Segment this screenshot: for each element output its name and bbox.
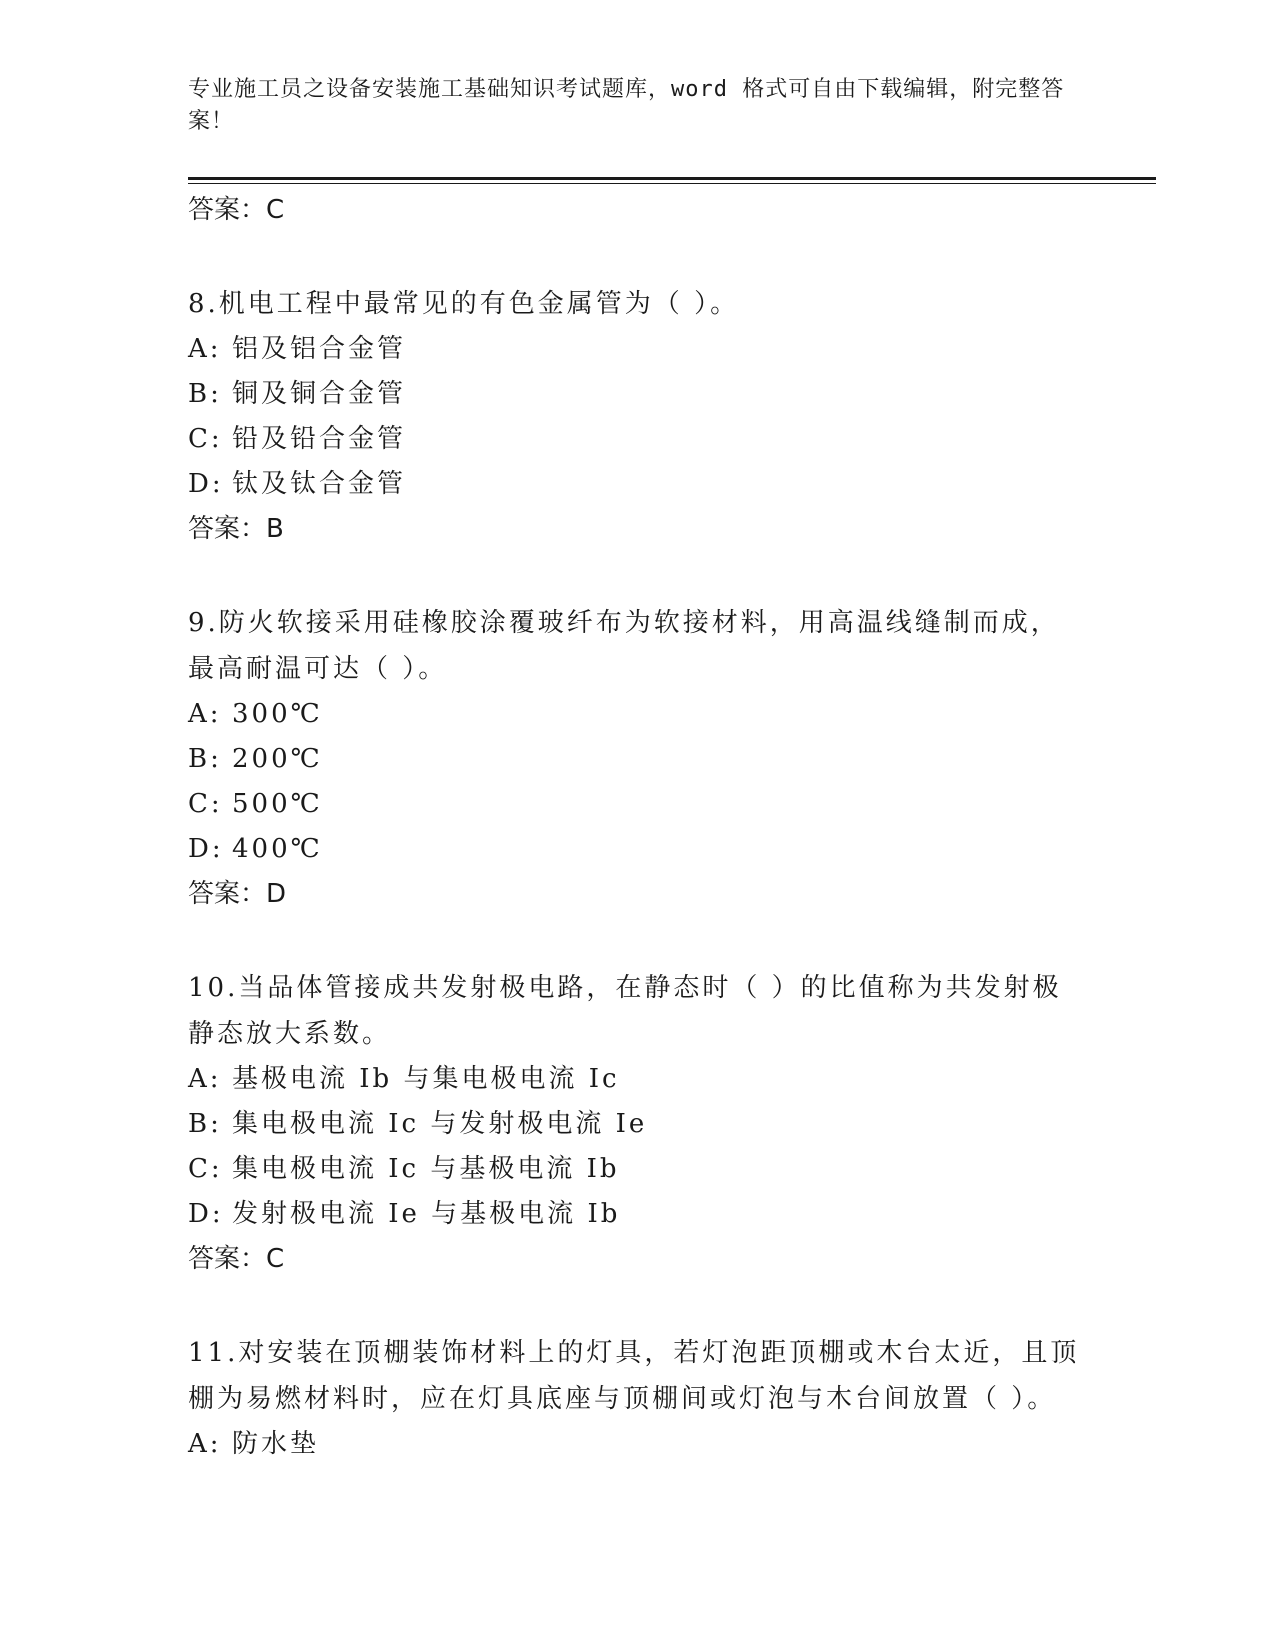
option-text: 铅及铅合金管 <box>232 424 407 454</box>
option-c <box>188 417 1088 462</box>
question-text: 9.防火软接采用硅橡胶涂覆玻纤布为软接材料，用高温线缝制而成，最高耐温可达（ ）。 <box>188 608 1060 684</box>
document-header: 专业施工员之设备安装施工基础知识考试题库，word 格式可自由下载编辑，附完整答案！ <box>188 77 1065 134</box>
question-text: 8.机电工程中最常见的有色金属管为（ ）。 <box>188 289 740 319</box>
option-key: D: <box>188 469 224 499</box>
option-a <box>188 692 1088 737</box>
option-key: C: <box>188 1154 223 1184</box>
option-key: A: <box>188 334 222 364</box>
option-key: A: <box>188 1064 222 1094</box>
option-text: 基极电流 Ib 与集电极电流 Ic <box>232 1064 620 1094</box>
question-block <box>188 281 1088 552</box>
option-text: 200℃ <box>232 744 323 774</box>
option-text: 铝及铝合金管 <box>232 334 407 364</box>
option-text: 500℃ <box>232 789 323 819</box>
option-b <box>188 372 1088 417</box>
option-key: A: <box>188 1429 222 1459</box>
option-c <box>188 1147 1088 1192</box>
answer-line: 答案：C <box>188 195 285 225</box>
answer-line: 答案：B <box>188 514 284 544</box>
question-text: 11.对安装在顶棚装饰材料上的灯具，若灯泡距顶棚或木台太近，且顶棚为易燃材料时，应在灯具底座与顶棚间或灯泡与木台间放置（ ）。 <box>188 1338 1080 1414</box>
answer-line: 答案：D <box>188 879 287 909</box>
option-key: C: <box>188 424 223 454</box>
option-text: 集电极电流 Ic 与发射极电流 Ie <box>232 1109 648 1139</box>
option-key: B: <box>188 1109 222 1139</box>
option-text: 防水垫 <box>232 1429 320 1459</box>
option-a <box>188 1422 1088 1467</box>
option-key: D: <box>188 1199 224 1229</box>
option-d <box>188 462 1088 507</box>
option-key: C: <box>188 789 223 819</box>
option-text: 发射极电流 Ie 与基极电流 Ib <box>232 1199 621 1229</box>
answer-line: 答案：C <box>188 1244 285 1274</box>
option-a <box>188 1057 1088 1102</box>
option-key: A: <box>188 699 222 729</box>
header-divider-thick <box>188 177 1156 180</box>
option-a <box>188 327 1088 372</box>
option-b <box>188 737 1088 782</box>
question-block <box>188 1330 1088 1467</box>
option-text: 铜及铜合金管 <box>232 379 407 409</box>
option-text: 钛及钛合金管 <box>232 469 407 499</box>
option-text: 300℃ <box>232 699 323 729</box>
question-text: 10.当品体管接成共发射极电路，在静态时（ ）的比值称为共发射极静态放大系数。 <box>188 973 1062 1049</box>
option-key: B: <box>188 379 222 409</box>
option-d <box>188 1192 1088 1237</box>
header-divider-thin <box>188 183 1156 184</box>
option-d <box>188 827 1088 872</box>
option-key: B: <box>188 744 222 774</box>
option-text: 集电极电流 Ic 与基极电流 Ib <box>232 1154 620 1184</box>
question-block <box>188 965 1088 1282</box>
option-c <box>188 782 1088 827</box>
question-list <box>188 188 1088 1467</box>
option-text: 400℃ <box>232 834 323 864</box>
question-block <box>188 600 1088 917</box>
option-b <box>188 1102 1088 1147</box>
option-key: D: <box>188 834 224 864</box>
